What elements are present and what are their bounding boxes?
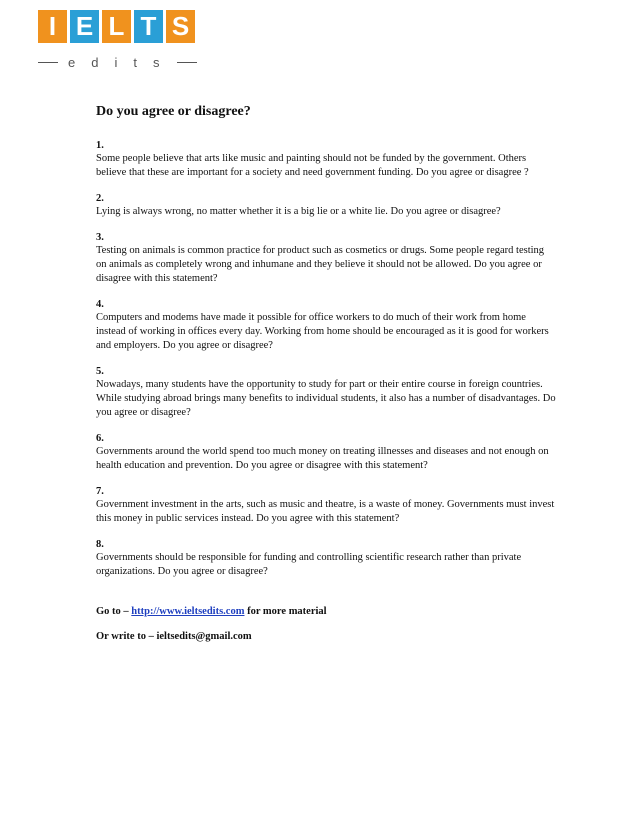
footer-goto-line (96, 605, 556, 619)
question-item (96, 432, 556, 473)
question-text: Governments around the world spend too much money on treating illnesses and diseases and not enough on health education and prevention. Do you agree or disagree with this statement? (96, 446, 549, 471)
logo-tile-s: S (166, 10, 195, 43)
question-item (96, 365, 556, 420)
question-number: 1. (96, 140, 104, 151)
page-title: Do you agree or disagree? (96, 104, 251, 119)
logo-tile-t: T (134, 10, 163, 43)
logo-tile-i: I (38, 10, 67, 43)
website-link[interactable]: http://www.ieltsedits.com (131, 606, 245, 617)
ielts-edits-logo (38, 10, 198, 70)
footer-write-line: Or write to – ieltsedits@gmail.com (96, 631, 252, 642)
question-number: 2. (96, 193, 104, 204)
question-item (96, 298, 556, 353)
logo-subtitle-text: edits (68, 54, 176, 70)
logo-tiles (38, 10, 198, 43)
logo-tile-l: L (102, 10, 131, 43)
logo-right-rule (177, 62, 197, 63)
question-item (96, 139, 556, 180)
question-list (96, 139, 556, 579)
question-text: Lying is always wrong, no matter whether it is a big lie or a white lie. Do you agree or disagree? (96, 206, 501, 217)
question-number: 8. (96, 539, 104, 550)
document-body (96, 104, 556, 655)
logo-left-rule (38, 62, 58, 63)
question-text: Government investment in the arts, such as music and theatre, is a waste of money. Governments must invest this money in public services instead. Do you agree with this statement? (96, 499, 555, 524)
footer-goto-prefix: Go to – (96, 606, 132, 617)
footer-goto-suffix: for more material (244, 606, 327, 617)
question-number: 5. (96, 366, 104, 377)
question-text: Some people believe that arts like music and painting should not be funded by the government. Others believe that these are important for a society and need government funding. Do you agree or disagree ? (96, 153, 529, 178)
question-number: 4. (96, 299, 104, 310)
question-item (96, 192, 556, 219)
question-text: Testing on animals is common practice for product such as cosmetics or drugs. Some people regard testing on animals as completely wrong and inhumane and they believe it should not be allowed. Do you agree or disagree with this statement? (96, 245, 545, 284)
question-item (96, 231, 556, 286)
question-number: 6. (96, 433, 104, 444)
question-number: 3. (96, 232, 104, 243)
question-item (96, 485, 556, 526)
question-text: Nowadays, many students have the opportunity to study for part or their entire course in foreign countries. While studying abroad brings many benefits to individual students, it also has a number of disadvantages. Do you agree or disagree? (96, 379, 556, 418)
question-text: Computers and modems have made it possible for office workers to do much of their work from home instead of working in offices every day. Working from home should be encouraged as it is good for workers and employers. Do you agree or disagree? (96, 312, 549, 351)
logo-subtitle (38, 54, 198, 70)
question-number: 7. (96, 486, 104, 497)
question-text: Governments should be responsible for funding and controlling scientific research rather than private organizations. Do you agree or disagree? (96, 552, 522, 577)
logo-tile-e: E (70, 10, 99, 43)
question-item (96, 538, 556, 579)
footer (96, 605, 556, 644)
